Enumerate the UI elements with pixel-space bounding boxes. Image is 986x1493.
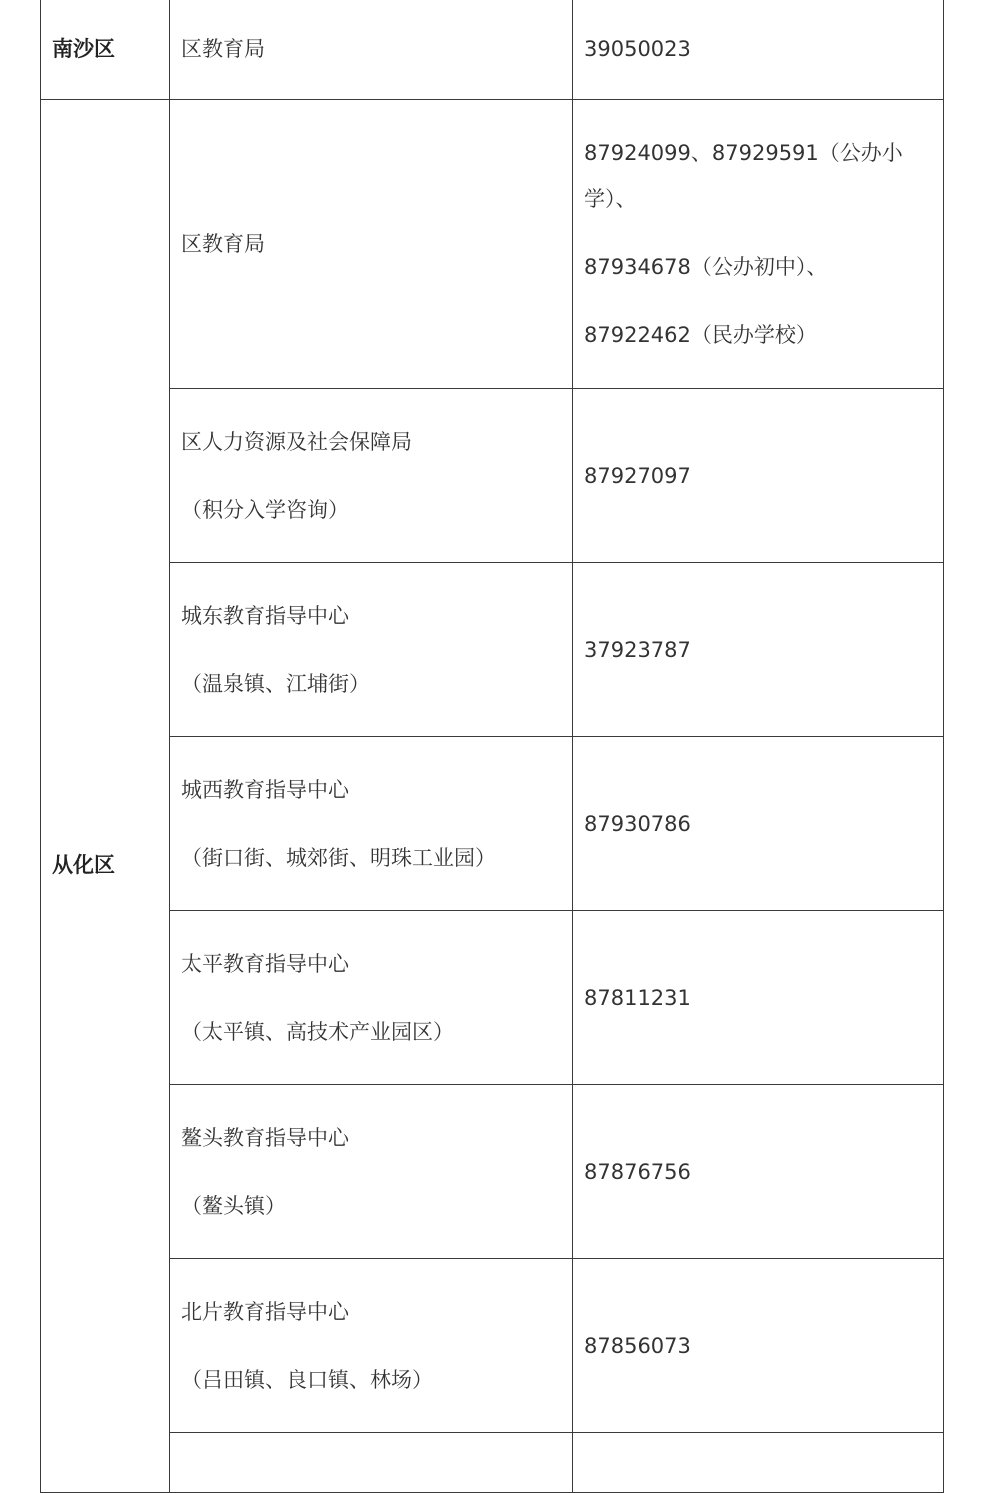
department-name: 区教育局 (181, 232, 265, 256)
phone-cell (573, 0, 944, 100)
department-cell (170, 1085, 573, 1259)
phone-number: 87811231 (584, 985, 691, 1010)
table-row (41, 0, 944, 100)
table-row (41, 1085, 944, 1259)
department-scope: （鳌头镇） (181, 1193, 286, 1218)
table-row (41, 389, 944, 563)
department-scope: （太平镇、高技术产业园区） (181, 1019, 454, 1044)
district-cell: 南沙区 (41, 0, 170, 100)
phone-number: 87922462（民办学校） (584, 323, 817, 347)
department-cell (170, 100, 573, 389)
department-cell (170, 0, 573, 100)
contact-table (40, 0, 944, 1493)
phone-cell (573, 389, 944, 563)
table-row (41, 1259, 944, 1433)
department-cell (170, 1259, 573, 1433)
table-row (41, 911, 944, 1085)
phone-number: 87876756 (584, 1159, 691, 1184)
phone-number: 87927097 (584, 463, 691, 488)
table-row (41, 737, 944, 911)
department-scope: （温泉镇、江埔街） (181, 671, 370, 696)
phone-number: 39050023 (584, 37, 691, 61)
department-name: 太平教育指导中心 (181, 951, 349, 976)
table-row (41, 563, 944, 737)
department-cell (170, 389, 573, 563)
department-cell (170, 737, 573, 911)
phone-number: 87934678（公办初中）、 (584, 255, 828, 279)
department-name: 区人力资源及社会保障局 (181, 429, 412, 454)
department-cell (170, 563, 573, 737)
phone-cell (573, 911, 944, 1085)
phone-cell (573, 100, 944, 389)
department-scope: （吕田镇、良口镇、林场） (181, 1367, 433, 1392)
phone-cell (573, 1259, 944, 1433)
department-scope: （街口街、城郊街、明珠工业园） (181, 845, 496, 870)
department-name: 鳌头教育指导中心 (181, 1125, 349, 1150)
phone-cell (573, 1433, 944, 1493)
phone-number: 87856073 (584, 1333, 691, 1358)
district-cell: 从化区 (41, 100, 170, 1493)
phone-cell (573, 737, 944, 911)
department-name: 城西教育指导中心 (181, 777, 349, 802)
department-cell (170, 1433, 573, 1493)
table-row (41, 100, 944, 389)
phone-number: 87930786 (584, 811, 691, 836)
phone-number: 87924099、87929591（公办小学）、 (584, 141, 903, 211)
department-name: 北片教育指导中心 (181, 1299, 349, 1324)
phone-number: 37923787 (584, 637, 691, 662)
department-name: 城东教育指导中心 (181, 603, 349, 628)
department-scope: （积分入学咨询） (181, 497, 349, 522)
phone-cell (573, 1085, 944, 1259)
department-name: 区教育局 (181, 37, 265, 61)
department-cell (170, 911, 573, 1085)
phone-cell (573, 563, 944, 737)
table-row (41, 1433, 944, 1493)
